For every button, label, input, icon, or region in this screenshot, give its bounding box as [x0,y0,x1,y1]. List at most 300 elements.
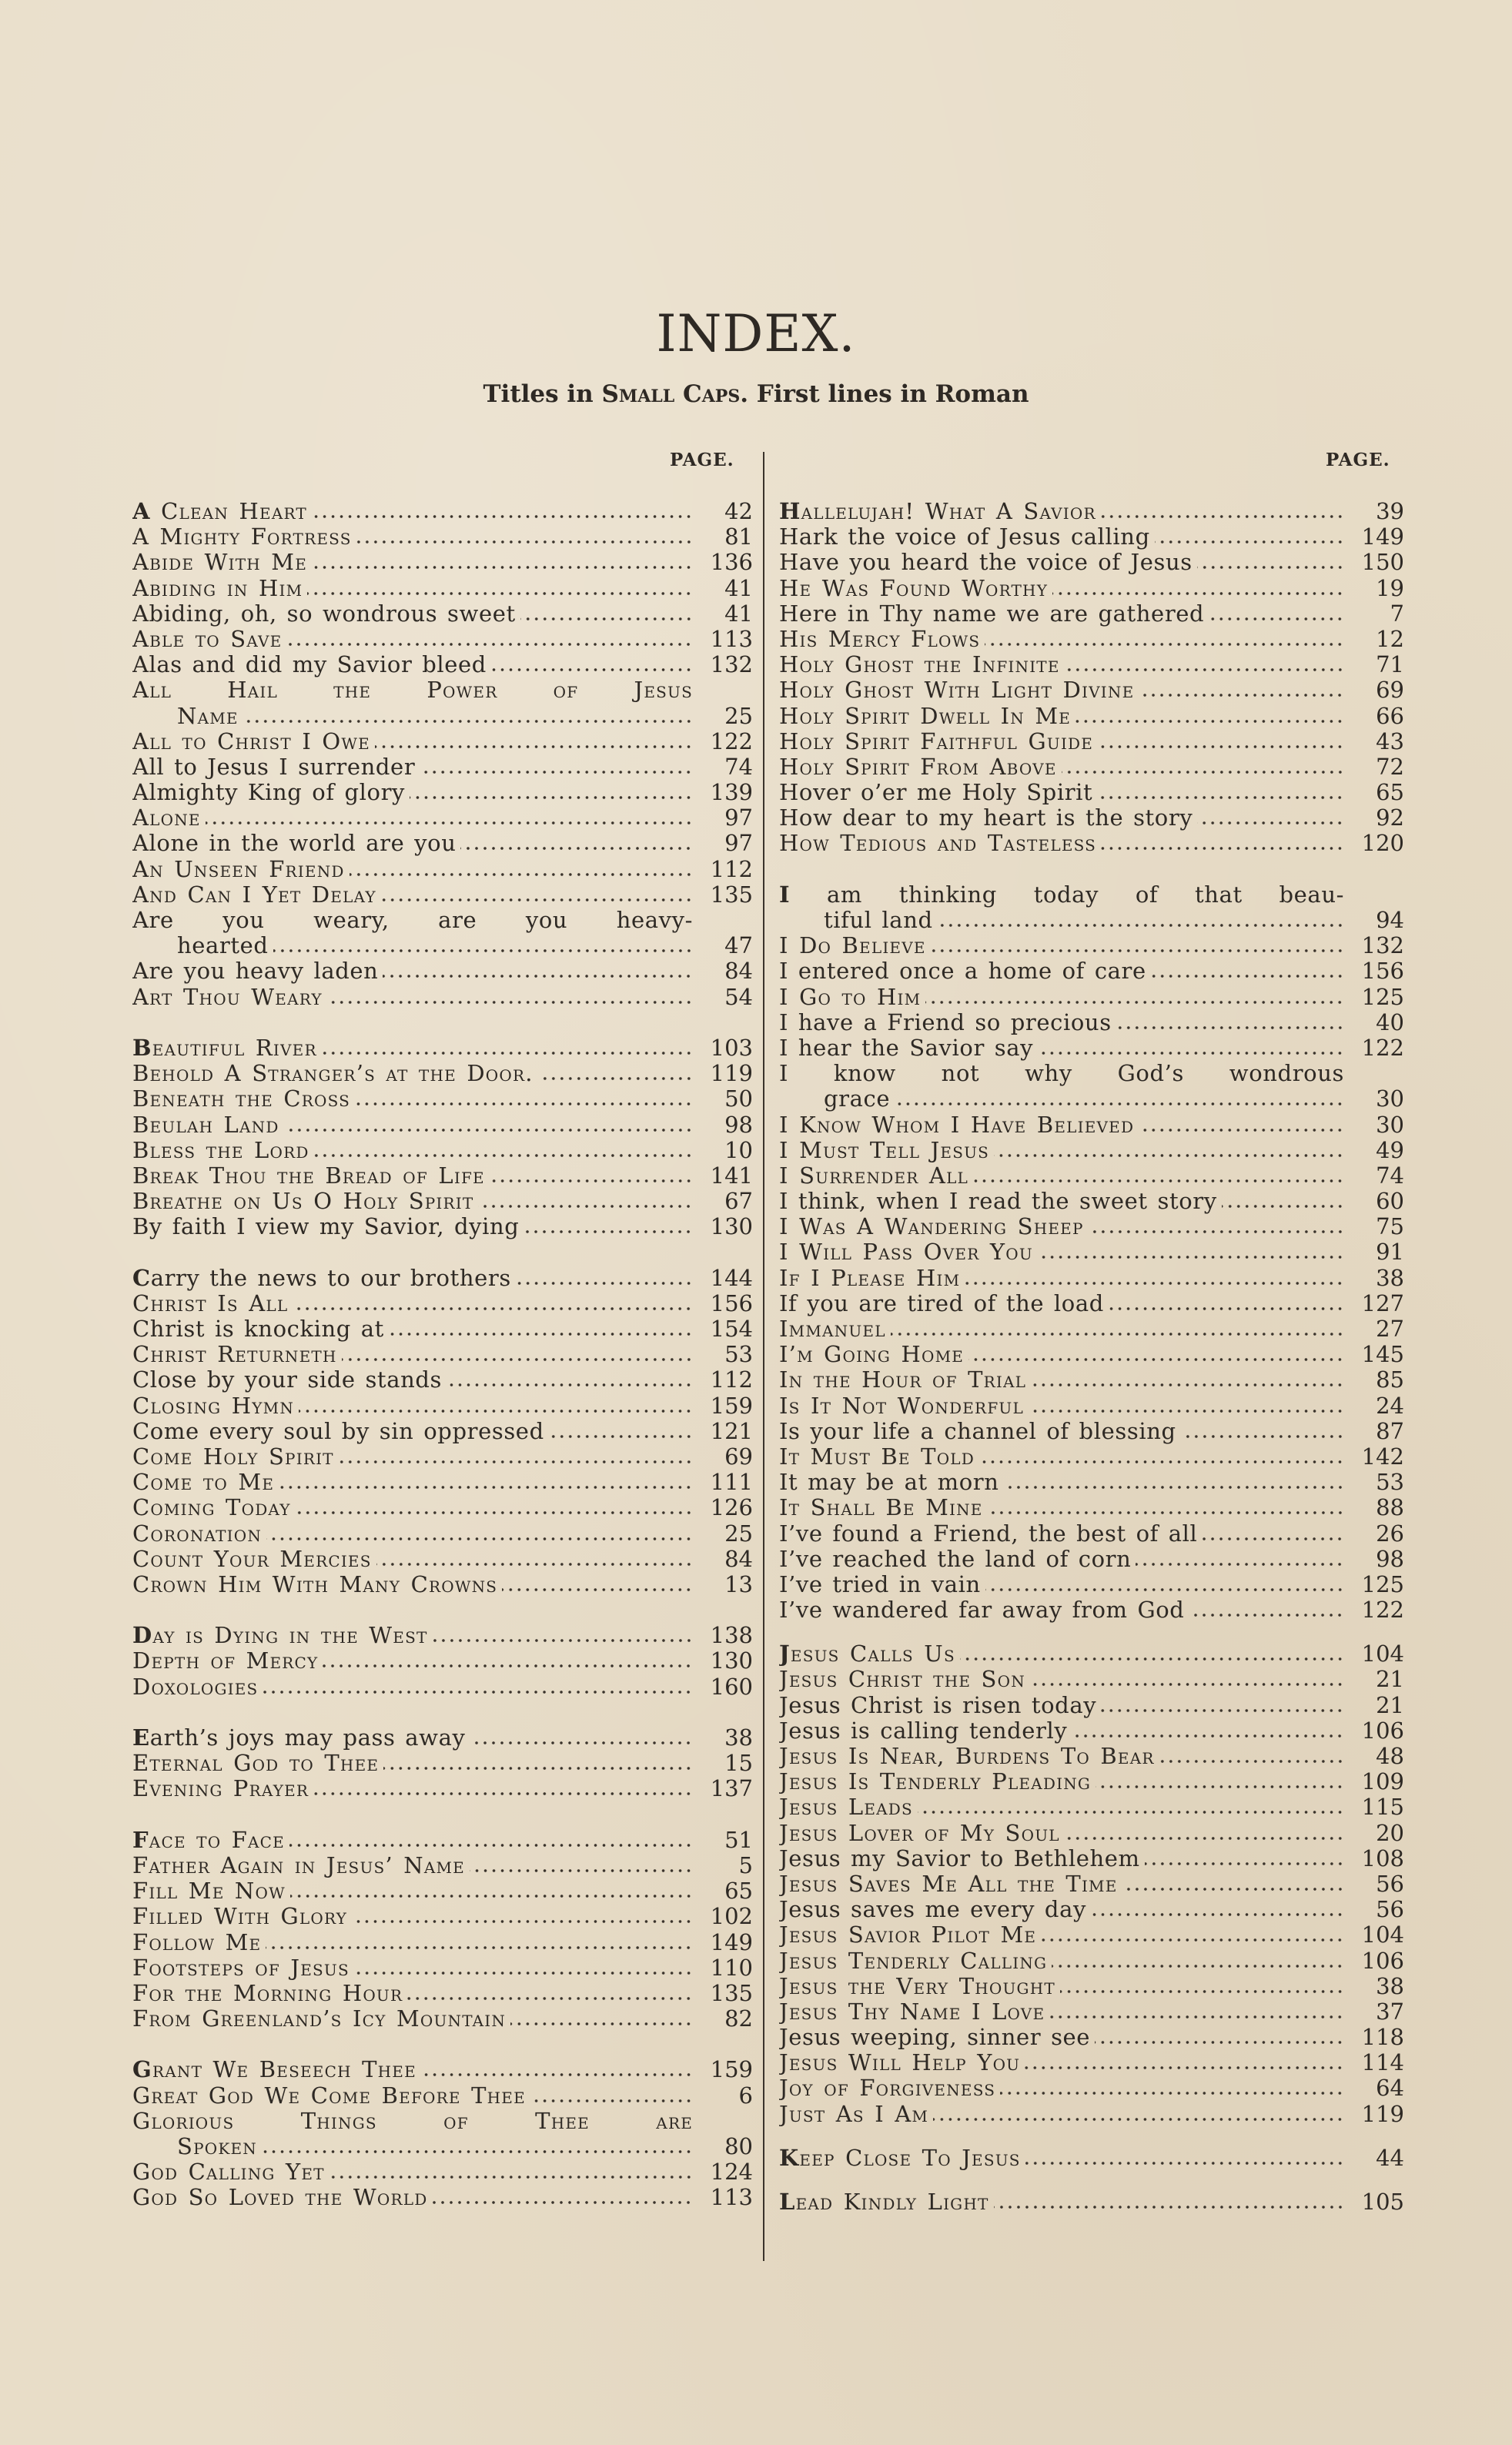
entry-page-number: 69 [1376,677,1404,704]
dot-leader [1038,1051,1344,1055]
index-entry [132,1623,753,1648]
index-entry [132,2185,753,2210]
dot-leader [1101,1708,1344,1713]
index-entry [779,1718,1404,1744]
dot-leader [965,1281,1344,1286]
entry-page-number: 110 [710,1954,753,1981]
entry-title: Come every soul by sin oppressed [132,1418,544,1444]
index-entry [779,1871,1404,1897]
index-entry [779,1214,1404,1239]
entry-page-number: 120 [1361,830,1404,857]
index-entry [779,1010,1404,1035]
dot-leader [339,1460,693,1464]
entry-title: It Shall Be Mine [779,1495,983,1521]
dot-leader [1060,1989,1344,1994]
dot-leader [1189,1613,1344,1617]
entry-page-number: 64 [1376,2075,1404,2102]
dot-leader [1004,1485,1344,1490]
entry-page-number: 56 [1376,1870,1404,1897]
entry-page-number: 15 [724,1750,753,1777]
group-spacer [779,2127,1404,2146]
entry-page-number: 38 [724,1724,753,1751]
entry-page-number: 30 [1376,1085,1404,1112]
dot-leader [1155,540,1344,544]
dot-leader [1062,770,1344,774]
dot-leader [312,514,693,519]
index-entry [779,1547,1404,1572]
entry-title: A Clean Heart [132,499,307,524]
entry-title: Is your life a channel of blessing [779,1418,1176,1444]
dot-leader [891,1332,1344,1336]
entry-page-number: 104 [1361,1922,1404,1948]
index-entry [132,2057,753,2082]
dot-leader [524,1229,693,1234]
index-entry [132,1955,753,1981]
entry-page-number: 104 [1361,1641,1404,1667]
dot-leader [470,1868,693,1873]
entry-page-number: 144 [710,1264,753,1291]
entry-title: Christ Returneth [132,1342,337,1368]
entry-title: Jesus Is Tenderly Pleading [779,1769,1092,1795]
page-column-header-right: PAGE. [1326,450,1390,470]
entry-page-number: 37 [1376,1998,1404,2025]
entry-title: I Go to Him [779,984,922,1010]
entry-title: Follow Me [132,1929,262,1955]
index-entry [779,524,1404,550]
entry-title: Art Thou Weary [132,984,323,1010]
index-entry [132,1828,753,1853]
dot-leader [502,1587,693,1592]
entry-title: It may be at morn [779,1470,999,1496]
dot-leader [299,1409,693,1413]
entry-page-number: 56 [1376,1896,1404,1923]
entry-page-number: 130 [710,1647,753,1674]
entry-page-number: 102 [710,1903,753,1930]
entry-title: Doxologies [132,1674,259,1700]
index-entry [132,1112,753,1138]
entry-title: Grant We Beseech Thee [132,2057,416,2083]
index-entry [132,1981,753,2006]
index-entry-continuation [132,704,753,729]
entry-page-number: 19 [1376,574,1404,601]
group-spacer [132,1700,753,1725]
entry-title: Jesus Thy Name I Love [779,1998,1045,2025]
index-entry [132,958,753,984]
dot-leader [1098,744,1344,749]
dot-leader [994,2205,1344,2209]
index-entry [779,1239,1404,1265]
dot-leader [516,1281,693,1286]
dot-leader [1038,1255,1344,1259]
index-entry [779,2025,1404,2050]
index-entry [132,1904,753,1929]
index-entry [779,2189,1404,2215]
dot-leader [375,744,693,749]
entry-title: Jesus the Very Thought [779,1973,1055,1999]
group-spacer [779,2171,1404,2189]
dot-leader [460,846,693,851]
entry-page-number: 141 [710,1162,753,1189]
entry-title: Jesus saves me every day [779,1897,1086,1923]
entry-title: I Surrender All [779,1162,969,1189]
index-entry [132,1266,753,1291]
dot-leader [286,642,693,647]
group-spacer [132,1597,753,1623]
entry-title: Jesus Calls Us [779,1641,955,1667]
entry-title: If I Please Him [779,1265,961,1291]
index-entry [132,1674,753,1700]
entry-page-number: 160 [710,1673,753,1700]
index-entry [779,1342,1404,1367]
dot-leader [263,1690,693,1694]
index-entry [132,780,753,805]
entry-title: Breathe on Us O Holy Spirit [132,1189,474,1215]
entry-page-number: 69 [724,1443,753,1470]
dot-leader [1065,1836,1344,1841]
entry-page-number: 65 [1376,779,1404,806]
entry-title: I have a Friend so precious [779,1009,1112,1035]
entry-page-number: 71 [1376,651,1404,678]
index-entry [779,2102,1404,2127]
index-entry [779,1693,1404,1718]
entry-title: Holy Spirit Faithful Guide [779,728,1094,754]
entry-title: I’ve wandered far away from God [779,1597,1185,1624]
index-entry [779,2050,1404,2075]
dot-leader [530,2099,693,2103]
entry-title-continued: grace [824,1086,891,1112]
entry-page-number: 145 [1361,1341,1404,1368]
index-entry-continuation [132,933,753,958]
entry-page-number: 41 [724,574,753,601]
index-entry [779,677,1404,703]
index-entry [132,882,753,908]
entry-page-number: 51 [724,1826,753,1853]
dot-leader [1052,1964,1344,1968]
entry-page-number: 21 [1376,1666,1404,1693]
entry-title-continued: Name [177,703,239,729]
dot-leader [1209,617,1344,621]
entry-page-number: 20 [1376,1819,1404,1846]
index-entry [132,652,753,677]
entry-page-number: 135 [710,881,753,908]
dot-leader [1159,1759,1344,1764]
entry-title: Jesus Leads [779,1794,913,1821]
index-entry [779,1367,1404,1393]
entry-page-number: 98 [1376,1545,1404,1572]
entry-title: I Do Believe [779,933,926,959]
dot-leader [1197,565,1344,570]
entry-page-number: 43 [1376,727,1404,754]
index-entry [132,1725,753,1751]
entry-title: Alone [132,805,201,831]
dot-leader [994,1153,1344,1158]
entry-title: All to Christ I Owe [132,728,370,754]
entry-title: Close by your side stands [132,1367,443,1393]
index-entry [779,1597,1404,1623]
index-entry [779,1922,1404,1948]
dot-leader [1145,1861,1344,1866]
index-entry [132,2159,753,2185]
entry-title: I Was A Wandering Sheep [779,1214,1084,1240]
dot-leader [490,1179,693,1183]
index-entry-continuation [779,908,1404,933]
entry-page-number: 138 [710,1622,753,1649]
index-entry [132,524,753,550]
entry-page-number: 113 [710,625,753,652]
entry-page-number: 75 [1376,1213,1404,1240]
dot-leader [973,1179,1344,1183]
dot-leader [1122,1887,1344,1891]
index-entry [132,1086,753,1112]
entry-page-number: 80 [724,2133,753,2159]
column-divider [763,452,764,2261]
entry-page-number: 81 [724,523,753,550]
dot-leader [1202,1537,1344,1541]
dot-leader [1197,821,1344,825]
dot-leader [420,770,693,774]
entry-title: I’ve reached the land of corn [779,1546,1132,1572]
index-entry [132,1495,753,1520]
entry-title: God Calling Yet [132,2159,325,2186]
dot-leader [1075,719,1344,724]
page-column-header-left: PAGE. [670,450,734,470]
entry-title: Hallelujah! What A Savior [779,499,1096,524]
index-legend [0,380,1512,408]
dot-leader [1000,2091,1344,2095]
group-spacer [779,857,1404,882]
entry-title: Great God We Come Before Thee [132,2082,526,2109]
dot-leader [354,1971,693,1975]
dot-leader [1116,1025,1344,1030]
index-entry [779,805,1404,831]
entry-page-number: 24 [1376,1392,1404,1419]
entry-page-number: 127 [1361,1289,1404,1316]
dot-leader [985,642,1344,647]
entry-title: In the Hour of Trial [779,1367,1027,1393]
index-entry [779,1667,1404,1692]
index-entry [779,1769,1404,1794]
entry-title: I’ve found a Friend, the best of all [779,1520,1198,1547]
index-entry [132,1035,753,1061]
entry-page-number: 105 [1361,2189,1404,2215]
entry-title: Beautiful River [132,1035,317,1061]
entry-title: Carry the news to our brothers [132,1265,511,1291]
dot-leader [312,565,693,570]
entry-title: Crown Him With Many Crowns [132,1571,498,1597]
entry-title: An Unseen Friend [132,856,345,882]
entry-title: Joy of Forgiveness [779,2075,996,2102]
dot-leader [279,1485,693,1490]
index-entry [132,1393,753,1419]
entry-page-number: 54 [724,983,753,1010]
dot-leader [206,821,693,825]
entry-page-number: 150 [1361,549,1404,576]
dot-leader [447,1383,693,1387]
entry-title: Able to Save [132,626,283,652]
dot-leader [1181,1434,1344,1439]
index-entry [779,704,1404,729]
index-entry [132,550,753,575]
index-entry [132,754,753,780]
index-entry [132,2083,753,2109]
dot-leader [1089,1229,1344,1234]
dot-leader [968,1357,1344,1362]
entry-page-number: 48 [1376,1743,1404,1769]
entry-title: How dear to my heart is the story [779,805,1193,831]
entry-page-number: 121 [710,1417,753,1444]
index-entry [779,1999,1404,2025]
index-entry [132,677,753,703]
entry-page-number: 74 [724,753,753,780]
index-entry [132,1214,753,1239]
dot-leader [1097,795,1344,800]
entry-title: Jesus Christ the Son [779,1667,1025,1693]
entry-page-number: 122 [710,727,753,754]
entry-page-number: 5 [738,1851,753,1878]
index-entry [779,1138,1404,1163]
entry-title: Alone in the world are you [132,831,457,857]
entry-title: Eternal God to Thee [132,1751,380,1777]
entry-page-number: 92 [1376,804,1404,831]
entry-page-number: 122 [1361,1597,1404,1624]
entry-title: I entered once a home of care [779,958,1146,985]
entry-page-number: 132 [1361,932,1404,959]
entry-title: From Greenland’s Icy Mountain [132,2006,507,2032]
index-entry [779,1794,1404,1820]
entry-title: Holy Ghost With Light Divine [779,677,1135,704]
index-entry [779,933,1404,958]
entry-title: Are you heavy laden [132,958,379,985]
index-entry [779,1821,1404,1846]
index-entry [132,1138,753,1163]
entry-title-continued: hearted [177,933,269,959]
dot-leader [895,1102,1344,1106]
index-entry [132,908,753,933]
entry-page-number: 125 [1361,983,1404,1010]
dot-leader [421,2072,693,2077]
index-column-left [132,499,753,2211]
dot-leader [510,2022,693,2026]
entry-title: Count Your Mercies [132,1546,372,1572]
dot-leader [1052,591,1344,596]
entry-title: I Must Tell Jesus [779,1137,990,1163]
entry-title: A Mighty Fortress [132,524,352,550]
entry-page-number: 132 [710,651,753,678]
entry-title: I know not why God’s wondrous [779,1061,1344,1087]
index-entry [779,2146,1404,2171]
entry-title: Day is Dying in the West [132,1623,428,1649]
index-entry [779,1744,1404,1769]
index-entry [779,780,1404,805]
entry-title: Depth of Mercy [132,1648,319,1674]
entry-title: Jesus Lover of My Soul [779,1820,1060,1846]
index-entry [132,1930,753,1955]
entry-page-number: 139 [710,779,753,806]
entry-title: Father Again in Jesus’ Name [132,1852,465,1878]
entry-page-number: 112 [710,1366,753,1393]
entry-page-number: 94 [1376,907,1404,933]
entry-title: He Was Found Worthy [779,575,1049,601]
index-entry [779,1948,1404,1974]
dot-leader [979,1460,1344,1464]
dot-leader [284,1128,693,1132]
dot-leader [960,1657,1344,1661]
dot-leader [314,1153,693,1158]
entry-title: How Tedious and Tasteless [779,831,1097,857]
dot-leader [376,1562,693,1567]
entry-page-number: 65 [724,1878,753,1905]
entry-title: Glorious Things of Thee are [132,2108,693,2134]
entry-page-number: 108 [1361,1845,1404,1871]
entry-page-number: 13 [724,1570,753,1597]
index-entry-continuation [779,1086,1404,1112]
entry-title: I’ve tried in vain [779,1571,981,1597]
entry-title: His Mercy Flows [779,626,981,652]
entry-title: Christ Is All [132,1290,289,1316]
entry-title: I Know Whom I Have Believed [779,1112,1135,1138]
entry-title: Fill Me Now [132,1878,286,1905]
entry-page-number: 159 [710,2056,753,2083]
index-entry [779,1163,1404,1189]
entry-title: It Must Be Told [779,1443,975,1470]
dot-leader [1222,1204,1344,1209]
dot-leader [1101,514,1344,519]
index-entry [779,2075,1404,2101]
entry-page-number: 50 [724,1085,753,1112]
entry-title: Come to Me [132,1470,275,1496]
index-entry [132,1316,753,1342]
dot-leader [938,923,1344,928]
entry-title: Jesus Is Near, Burdens To Bear [779,1744,1155,1769]
entry-page-number: 40 [1376,1008,1404,1035]
index-entry [132,1751,753,1776]
entry-page-number: 136 [710,549,753,576]
entry-title: I am thinking today of that beau- [779,881,1344,908]
entry-title: Holy Spirit From Above [779,754,1057,780]
entry-title: Hover o’er me Holy Spirit [779,780,1093,806]
entry-page-number: 25 [724,1520,753,1547]
dot-leader [1031,1383,1344,1387]
entry-title: Beneath the Cross [132,1086,351,1112]
entry-title: Coronation [132,1520,263,1547]
dot-leader [410,795,693,800]
index-entry [779,1974,1404,1999]
legend-part-1: Titles in [483,380,602,408]
dot-leader [383,1766,693,1771]
index-entry [132,1470,753,1495]
legend-small-caps: Small Caps [601,380,741,408]
index-entry [132,2109,753,2134]
dot-leader [925,1000,1344,1005]
index-entry [132,729,753,754]
index-entry [779,601,1404,627]
entry-page-number: 103 [710,1034,753,1061]
entry-title: Behold A Stranger’s at the Door. [132,1061,534,1087]
dot-leader [1139,693,1344,697]
group-spacer [132,1010,753,1035]
index-entry [132,1521,753,1547]
dot-leader [988,1510,1344,1515]
entry-page-number: 26 [1376,1520,1404,1547]
entry-page-number: 149 [710,1928,753,1955]
entry-page-number: 53 [724,1341,753,1368]
dot-leader [1096,1784,1344,1789]
entry-page-number: 44 [1376,2144,1404,2171]
entry-page-number: 106 [1361,1717,1404,1744]
entry-page-number: 21 [1376,1691,1404,1718]
entry-page-number: 97 [724,830,753,857]
entry-title: Lead Kindly Light [779,2189,989,2215]
